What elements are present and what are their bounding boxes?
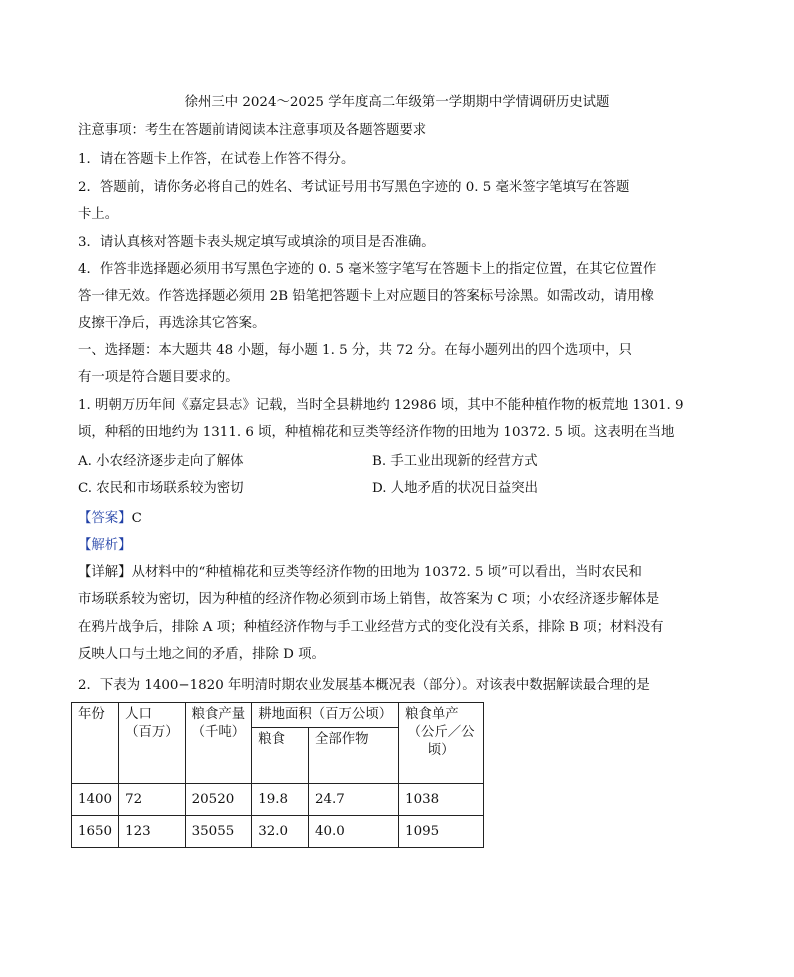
header-grain-1: 粮食产量 (191, 707, 246, 722)
cell-area-grain: 19.8 (252, 784, 309, 816)
table-header-row (72, 703, 484, 728)
header-pop-1: 人口 (125, 707, 152, 722)
section-heading: 一、选择题：本大题共 48 小题，每小题 1. 5 分，共 72 分。在每小题列出的四个选项中，只 (78, 343, 632, 358)
q2-stem: 2．下表为 1400−1820 年明清时期农业发展基本概况表（部分）。对该表中数据解读最合理的是 (78, 678, 650, 693)
header-yield-3: 顷） (427, 743, 455, 758)
notice-4: 4．作答非选择题必须用书写黑色字迹的 0. 5 毫米签字笔写在答题卡上的指定位置，在其它位置作 (78, 262, 657, 277)
cell-area-all: 24.7 (308, 784, 398, 816)
header-yield (399, 703, 484, 784)
cell-yield: 1038 (399, 784, 484, 816)
cell-pop: 123 (119, 816, 186, 848)
q1-option-b: B. 手工业出现新的经营方式 (372, 454, 538, 469)
header-yield-1: 粮食单产 (405, 707, 459, 722)
q1-detail-4: 反映人口与土地之间的矛盾，排除 D 项。 (78, 647, 325, 662)
q1-analysis (78, 537, 132, 555)
q1-option-c: C. 农民和市场联系较为密切 (78, 481, 244, 496)
header-population (119, 703, 186, 784)
q1-stem-2: 顷，种稻的田地约为 1311. 6 顷，种植棉花和豆类等经济作物的田地为 10372. 5 顷。这表明在当地 (78, 425, 675, 440)
header-area-grain: 粮食 (252, 728, 309, 784)
q1-detail-3: 在鸦片战争后，排除 A 项；种植经济作物与手工业经营方式的变化没有关系，排除 B 项；材料没有 (78, 620, 664, 635)
notice-2: 2．答题前，请你务必将自己的姓名、考试证号用书写黑色字迹的 0. 5 毫米签字笔填写在答题 (78, 180, 630, 195)
cell-grain: 20520 (185, 784, 252, 816)
notice-header: 注意事项：考生在答题前请阅读本注意事项及各题答题要求 (78, 123, 427, 138)
detail-tag: 【详解】 (78, 565, 132, 580)
table-row (72, 784, 484, 816)
q1-stem-1: 1. 明朝万历年间《嘉定县志》记载，当时全县耕地约 12986 顷，其中不能种植作物的板荒地 1301. 9 (78, 398, 684, 413)
cell-pop: 72 (119, 784, 186, 816)
detail-text-1: 从材料中的“种植棉花和豆类等经济作物的田地为 10372. 5 顷”可以看出，当时农民和 (131, 565, 642, 580)
section-heading-cont: 有一项是符合题目要求的。 (78, 370, 239, 385)
answer-tag: 【答案】 (78, 511, 132, 526)
header-grain-output (185, 703, 252, 784)
cell-area-all: 40.0 (308, 816, 398, 848)
notice-4-cont: 答一律无效。作答选择题必须用 2B 铅笔把答题卡上对应题目的答案标号涂黑。如需改动，请用橡 (78, 289, 654, 304)
cell-area-grain: 32.0 (252, 816, 309, 848)
header-year: 年份 (72, 703, 119, 784)
table-row (72, 816, 484, 848)
header-pop-2: （百万） (125, 725, 179, 740)
cell-year: 1650 (72, 816, 119, 848)
q1-detail-1 (78, 564, 642, 582)
header-area-all: 全部作物 (308, 728, 398, 784)
q2-table (71, 702, 484, 848)
analysis-tag: 【解析】 (78, 538, 132, 553)
notice-4-cont2: 皮擦干净后，再选涂其它答案。 (78, 316, 266, 331)
cell-yield: 1095 (399, 816, 484, 848)
q1-option-a: A. 小农经济逐步走向了解体 (78, 454, 244, 469)
q1-detail-2: 市场联系较为密切，因为种植的经济作物必须到市场上销售，故答案为 C 项；小农经济逐步解体是 (78, 592, 660, 607)
notice-2-cont: 卡上。 (78, 207, 119, 222)
notice-1: 1．请在答题卡上作答，在试卷上作答不得分。 (78, 152, 355, 167)
notice-3: 3．请认真核对答题卡表头规定填写或填涂的项目是否准确。 (78, 235, 435, 250)
cell-grain: 35055 (185, 816, 252, 848)
header-area: 耕地面积（百万公顷） (252, 703, 399, 728)
header-yield-2: （公斤／公 (407, 725, 475, 740)
header-grain-2: （千吨） (191, 725, 246, 740)
answer-value: C (131, 511, 142, 526)
q1-answer (78, 510, 142, 528)
doc-title: 徐州三中 2024～2025 学年度高二年级第一学期期中学情调研历史试题 (184, 95, 610, 110)
cell-year: 1400 (72, 784, 119, 816)
q1-option-d: D. 人地矛盾的状况日益突出 (372, 481, 539, 496)
